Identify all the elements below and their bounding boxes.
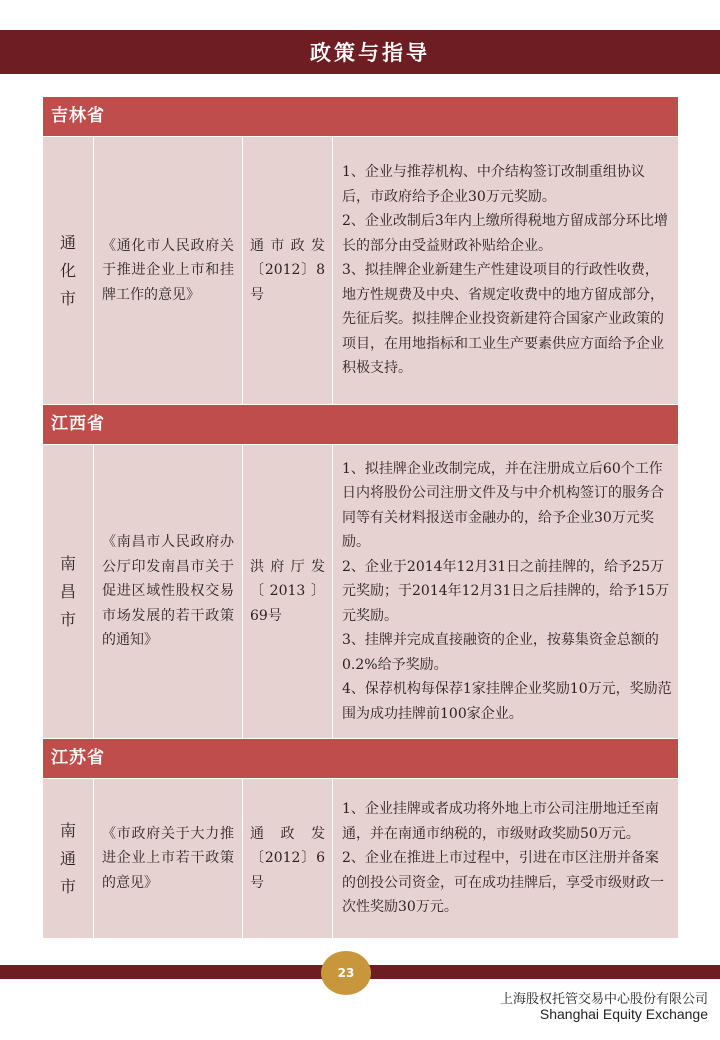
measures-cell	[333, 779, 679, 939]
city-name: 南通市	[59, 820, 76, 896]
company-name-en: Shanghai Equity Exchange	[539, 1006, 708, 1022]
measure-item: 3、拟挂牌企业新建生产性建设项目的行政性收费，地方性规费及中央、省规定收费中的地方留成部分，先征后奖。拟挂牌企业投资新建符合国家产业政策的项目，在用地指标和工业生产要素供应方面给予企业积极支持。	[342, 262, 664, 377]
policy-row-nantong	[43, 779, 679, 939]
measure-item: 1、拟挂牌企业改制完成，并在注册成立后60个工作日内将股份公司注册文件及与中介机构签订的服务合同等有关材料报送市金融办的，给予企业30万元奖励。	[342, 460, 664, 551]
province-row-jiangsu	[43, 739, 679, 779]
page-number-badge	[321, 951, 371, 995]
measure-item: 2、企业于2014年12月31日之前挂牌的，给予25万元奖励；于2014年12月31日之后挂牌的，给予15万元奖励。	[342, 558, 670, 624]
province-name: 吉林省	[43, 97, 679, 137]
measure-item: 1、企业与推荐机构、中介结构签订改制重组协议后，市政府给予企业30万元奖励。	[342, 164, 645, 205]
province-name: 江苏省	[43, 739, 679, 779]
measure-item: 3、挂牌并完成直接融资的企业，按募集资金总额的0.2%给予奖励。	[342, 632, 659, 673]
header-band	[0, 30, 720, 74]
document-number: 洪府厅发〔2013〕69号	[243, 445, 333, 739]
document-title: 《南昌市人民政府办公厅印发南昌市关于促进区域性股权交易市场发展的若干政策的通知》	[94, 445, 243, 739]
measure-item: 1、企业挂牌或者成功将外地上市公司注册地迁至南通，并在南通市纳税的，市级财政奖励50万元。	[342, 801, 659, 842]
city-cell	[43, 137, 94, 405]
measures-cell	[333, 445, 679, 739]
page-title: 政策与指导	[310, 40, 430, 65]
measures-cell	[333, 137, 679, 405]
measure-item: 4、保荐机构每保荐1家挂牌企业奖励10万元，奖励范围为成功挂牌前100家企业。	[342, 681, 672, 722]
province-row-jiangxi	[43, 405, 679, 445]
policy-row-nanchang	[43, 445, 679, 739]
city-cell	[43, 779, 94, 939]
city-cell	[43, 445, 94, 739]
document-number: 通市政发〔2012〕8号	[243, 137, 333, 405]
document-title: 《市政府关于大力推进企业上市若干政策的意见》	[94, 779, 243, 939]
province-row-jilin	[43, 97, 679, 137]
policy-table	[42, 96, 679, 939]
page-number: 23	[337, 966, 355, 980]
policy-row-tonghua	[43, 137, 679, 405]
document-number: 通政发〔2012〕6号	[243, 779, 333, 939]
measure-item: 2、企业改制后3年内上缴所得税地方留成部分环比增长的部分由受益财政补贴给企业。	[342, 213, 668, 254]
company-name-cn: 上海股权托管交易中心股份有限公司	[499, 992, 708, 1007]
document-title: 《通化市人民政府关于推进企业上市和挂牌工作的意见》	[94, 137, 243, 405]
city-name: 南昌市	[59, 553, 76, 629]
province-name: 江西省	[43, 405, 679, 445]
measure-item: 2、企业在推进上市过程中，引进在市区注册并备案的创投公司资金，可在成功挂牌后，享受市级财政一次性奖励30万元。	[342, 850, 664, 916]
city-name: 通化市	[59, 232, 76, 308]
